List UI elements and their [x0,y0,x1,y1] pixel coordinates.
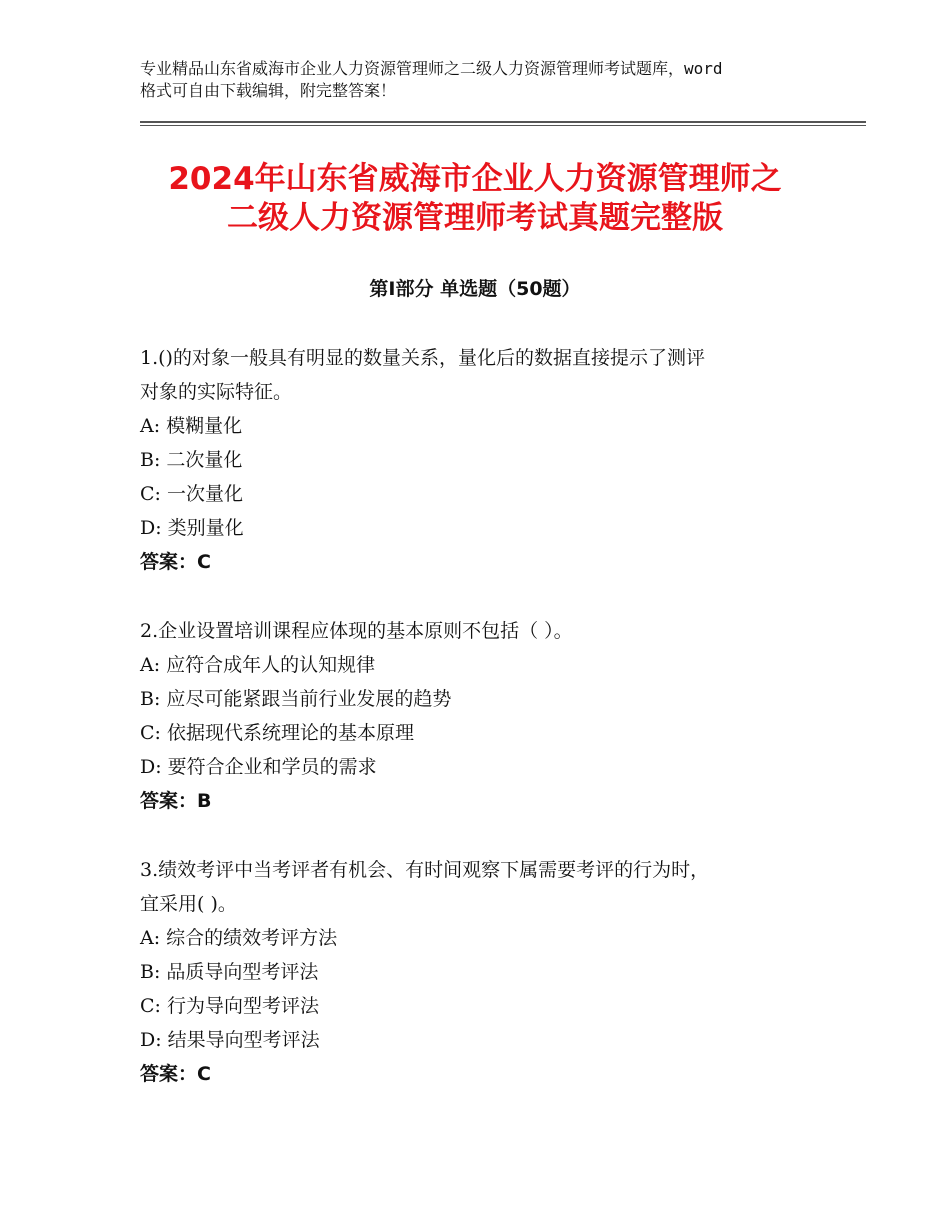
option-a: A: 模糊量化 [140,415,243,437]
section-title: 第Ⅰ部分 单选题（50题） [369,278,581,300]
question-stem-line: 对象的实际特征。 [140,381,293,403]
header-note [140,58,840,102]
question-stem-line: 2.企业设置培训课程应体现的基本原则不包括（ ）。 [140,620,573,642]
header-divider-thick [140,121,866,123]
option-a: A: 综合的绩效考评方法 [140,927,338,949]
answer: 答案：B [140,790,212,812]
answer: 答案：C [140,1063,211,1085]
option-c: C: 一次量化 [140,483,243,505]
question-stem [140,614,820,648]
option-b: B: 品质导向型考评法 [140,961,319,983]
question-stem-line: 宜采用( )。 [140,893,237,915]
option-c: C: 行为导向型考评法 [140,995,319,1017]
document-title [0,160,950,238]
question-stem [140,853,820,921]
header-note-line-2: 格式可自由下载编辑，附完整答案！ [140,81,397,100]
header-divider-thin [140,125,866,126]
option-d: D: 结果导向型考评法 [140,1029,320,1051]
question-stem-line: 1.()的对象一般具有明显的数量关系，量化后的数据直接提示了测评 [140,347,705,369]
question-stem [140,341,820,409]
option-d: D: 要符合企业和学员的需求 [140,756,377,778]
document-title-line-1: 2024年山东省威海市企业人力资源管理师之 [168,161,782,197]
option-b: B: 二次量化 [140,449,243,471]
question-3 [140,853,820,1091]
question-1 [140,341,820,579]
option-d: D: 类别量化 [140,517,244,539]
question-stem-line: 3.绩效考评中当考评者有机会、有时间观察下属需要考评的行为时， [140,859,710,881]
option-b: B: 应尽可能紧跟当前行业发展的趋势 [140,688,452,710]
option-c: C: 依据现代系统理论的基本原理 [140,722,414,744]
document-title-line-2: 二级人力资源管理师考试真题完整版 [227,200,723,236]
option-a: A: 应符合成年人的认知规律 [140,654,376,676]
question-2 [140,614,820,818]
answer: 答案：C [140,551,211,573]
header-note-line-1: 专业精品山东省威海市企业人力资源管理师之二级人力资源管理师考试题库，word [140,59,723,78]
